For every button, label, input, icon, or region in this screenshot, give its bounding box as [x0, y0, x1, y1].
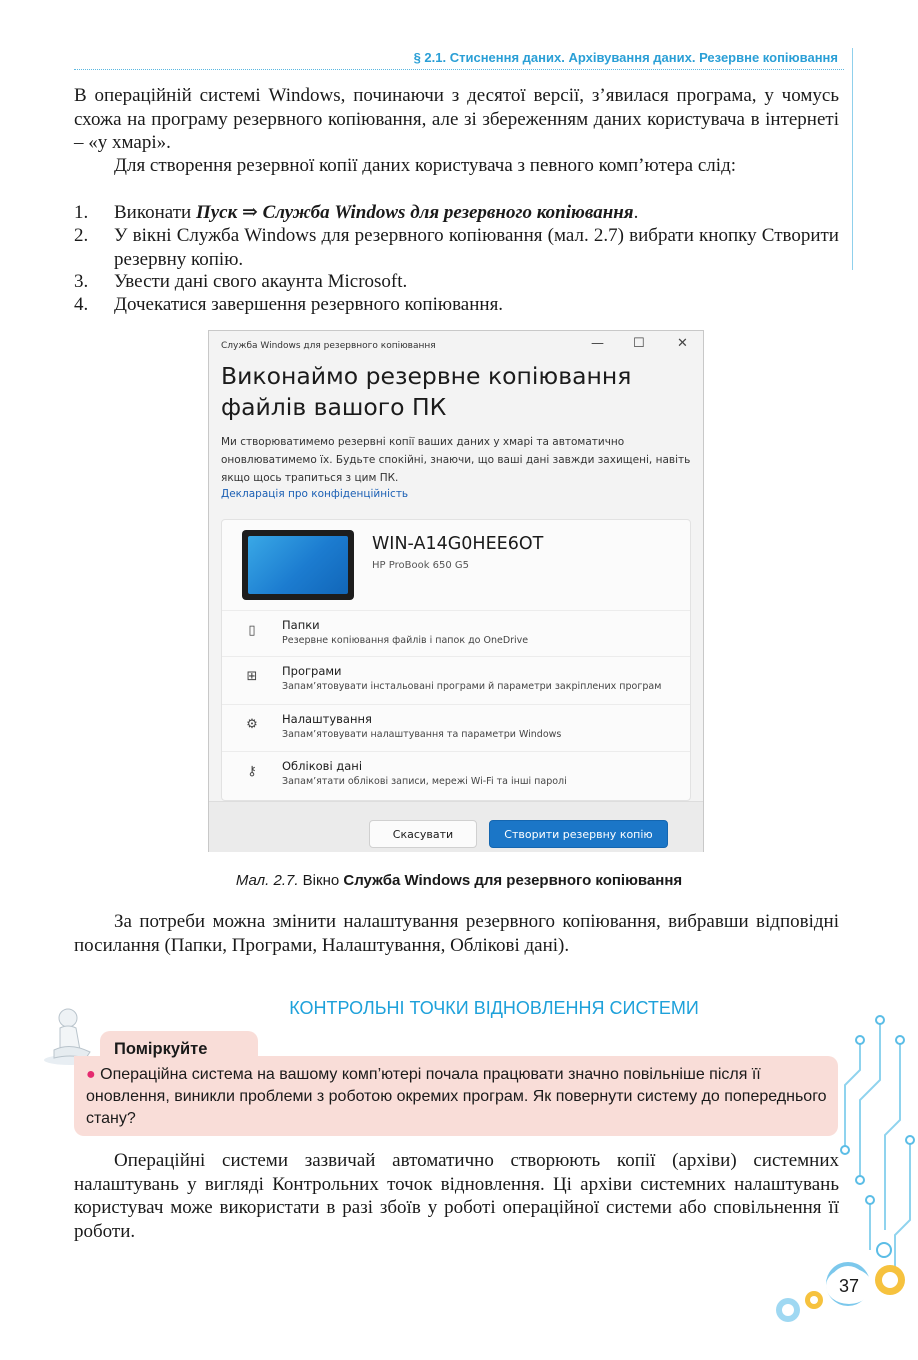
step-number: 4. [74, 294, 89, 315]
settings-paragraph [74, 910, 839, 957]
option-credentials[interactable] [222, 751, 690, 798]
final-paragraph [74, 1149, 839, 1243]
option-name: Налаштування [282, 712, 372, 726]
window-description: Ми створюватимемо резервні копії ваших даних у хмарі та автоматично оновлюватимемо їх. Будьте спокійні, знаючи, що ваші дані завжди захищені, навіть якщо щось трапиться з цим ПК. [221, 436, 691, 484]
header-divider [74, 69, 844, 70]
option-name: Облікові дані [282, 759, 363, 773]
key-icon: ⚷ [247, 764, 257, 779]
text-run: Microsoft [327, 271, 403, 292]
laptop-icon [242, 530, 354, 600]
cancel-button[interactable]: Скасувати [369, 820, 477, 848]
text-run: Увести дані свого акаунта [114, 271, 328, 292]
caption-text: Вікно [298, 872, 344, 889]
step-text [114, 293, 839, 317]
intro-paragraph-2: Для створення резервної копії даних користувача з певного комп’ютера слід: [114, 155, 737, 176]
think-label: Поміркуйте [114, 1040, 208, 1058]
maximize-button[interactable]: ☐ [633, 336, 645, 351]
option-apps[interactable] [222, 656, 690, 703]
step-text [114, 224, 839, 271]
text-run: . [238, 248, 244, 270]
privacy-link[interactable]: Декларація про конфіденційність [221, 488, 409, 500]
text-run: За потреби можна змінити налаштування резервного копіювання, вибравши відповідні посилання [74, 911, 839, 956]
text-run: Служба Windows для резервного копіювання [176, 225, 543, 246]
window-title: Служба Windows для резервного копіювання [221, 341, 436, 351]
text-run: починаючи з десятої версії, з’явилася програма, у чомусь схожа на програму резервного копіювання, але зі збереженням даних користувача в інтернеті – «у хмарі». [74, 85, 839, 153]
text-run: . [402, 271, 408, 292]
step-text [114, 201, 839, 225]
caption-number: Мал. 2.7. [235, 872, 299, 889]
option-folders[interactable] [222, 610, 690, 657]
text-run: Дочекатися завершення резервного копіювання. [114, 294, 504, 315]
close-button[interactable]: ✕ [677, 336, 688, 351]
pc-name: WIN-A14G0HEE6OT [372, 534, 544, 554]
section-title: КОНТРОЛЬНІ ТОЧКИ ВІДНОВЛЕННЯ СИСТЕМИ [289, 998, 699, 1018]
text-run: В операційній системі [74, 85, 269, 106]
minimize-button[interactable]: — [591, 336, 604, 351]
settings-icon: ⚙ [246, 717, 258, 732]
option-settings[interactable] [222, 704, 690, 751]
text-run: Windows, [268, 85, 346, 106]
option-subtitle: Резервне копіювання файлів і папок до OneDrive [282, 635, 529, 646]
backup-window [208, 330, 704, 852]
page-number: 37 [826, 1268, 872, 1304]
text-run: Створити резервну копію [114, 225, 839, 270]
option-subtitle: Запам’ятовувати інстальовані програми й параметри закріплених програм [282, 681, 662, 692]
caption-bold: Служба Windows для резервного копіювання [343, 872, 683, 889]
circuit-decoration [760, 1000, 918, 1360]
pc-model: HP ProBook 650 G5 [372, 560, 470, 571]
option-name: Папки [282, 618, 320, 632]
apps-icon: ⊞ [246, 669, 258, 684]
step-number: 1. [74, 202, 89, 223]
bullet-icon: ● [86, 1066, 96, 1083]
margin-line [852, 48, 853, 270]
window-footer [209, 801, 703, 852]
option-subtitle: Запам’ятовувати налаштування та параметри Windows [282, 729, 562, 740]
figure-caption [0, 872, 918, 889]
think-question: Операційна система на вашому комп’ютері почала працювати значно повільніше після її оновлення, виникли проблеми з роботою окремих програм. Як повернути систему до попереднього стану? [86, 1066, 827, 1127]
text-run: (Папки, Програми, Налаштування, Облікові дані). [164, 934, 570, 956]
create-backup-button[interactable]: Створити резервну копію [489, 820, 668, 848]
text-run: Пуск ⇒ Служба Windows для резервного копіювання [195, 202, 634, 223]
text-run: Виконати [114, 202, 196, 223]
folder-icon: ▯ [248, 623, 256, 638]
laptop-screen [248, 536, 348, 594]
step-number: 3. [74, 271, 89, 292]
text-run: Ці архіви системних налаштувань користувач може використати в разі збоїв у роботі операційної системи або сповільнення її роботи. [74, 1173, 839, 1242]
text-run: (мал. 2.7) вибрати кнопку [542, 225, 762, 246]
window-heading: Виконаймо резервне копіювання файлів вашого ПК [221, 362, 632, 421]
step-number: 2. [74, 225, 89, 246]
device-card [221, 519, 691, 801]
option-name: Програми [282, 664, 342, 678]
text-run: Операційні системи зазвичай автоматично створюють копії (архіви) системних налаштувань у вигляді [74, 1150, 839, 1195]
think-text [86, 1064, 828, 1130]
option-subtitle: Запам’ятати облікові записи, мережі Wi-Fi та інші паролі [282, 776, 567, 787]
running-header: § 2.1. Стиснення даних. Архівування даних. Резервне копіювання [413, 50, 838, 65]
step-text [114, 270, 839, 294]
text-run: . [633, 202, 639, 223]
intro-paragraph [74, 84, 839, 155]
text-run: У вікні [114, 225, 177, 246]
text-run: Контрольних точок відновлення. [272, 1173, 545, 1195]
